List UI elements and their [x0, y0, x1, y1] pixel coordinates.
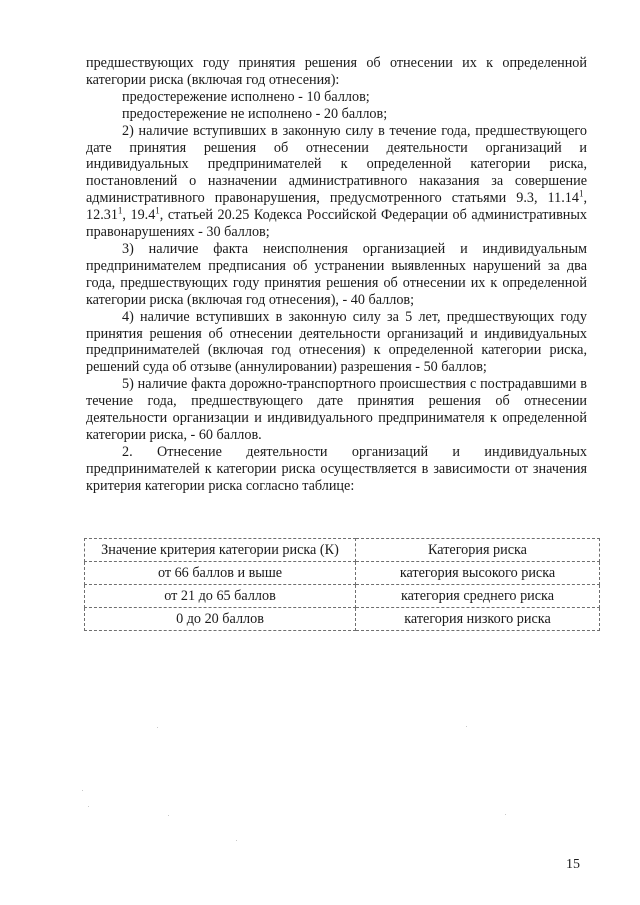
- table-cell: от 21 до 65 баллов: [85, 585, 356, 608]
- page-number: 15: [566, 857, 580, 872]
- superscript: 1: [578, 188, 584, 199]
- paragraph-warning-fulfilled: предостережение исполнено - 10 баллов;: [122, 88, 370, 105]
- paragraph-item-2: [86, 123, 587, 241]
- paragraph-warning-not-fulfilled: предостережение не исполнено - 20 баллов;: [122, 105, 388, 122]
- item-2-tail: , статьей 20.25 Кодекса Российской Федерации об административных правонарушениях - 30 баллов;: [86, 207, 588, 241]
- table-cell: от 66 баллов и выше: [85, 562, 356, 585]
- scan-speck: [82, 790, 83, 791]
- paragraph-section-2: 2. Отнесение деятельности организаций и индивидуальных предпринимателей к категории риска осуществляется в зависимости от значения критерия категории риска согласно таблице:: [86, 443, 587, 494]
- superscript: 1: [117, 205, 123, 216]
- table-row: [85, 585, 600, 608]
- table-row: [85, 562, 600, 585]
- separator: ,: [583, 190, 587, 207]
- paragraph-item-5: 5) наличие факта дорожно-транспортного происшествия с пострадавшими в течение года, предшествующего дате принятия решения об отнесении деятельности организации и индивидуального предпринимателя к определенной категории риска, - 60 баллов.: [86, 376, 587, 443]
- scan-speck: [168, 815, 169, 816]
- table-cell: категория низкого риска: [356, 608, 600, 631]
- table-header-cell: Значение критерия категории риска (К): [85, 539, 356, 562]
- scan-speck: [505, 814, 506, 815]
- paragraph-item-3: 3) наличие факта неисполнения организацией и индивидуальным предпринимателем предписания об устранении выявленных нарушений за два года, предшествующих году принятия решения об отнесении их к определенной категории риска (включая год отнесения), - 40 баллов;: [86, 240, 587, 308]
- table-header-cell: Категория риска: [356, 539, 600, 562]
- paragraph-continuation: предшествующих году принятия решения об отнесении их к определенной категории риска (включая год отнесения):: [86, 55, 587, 88]
- body-text: [86, 55, 587, 495]
- scan-speck: [88, 806, 89, 807]
- table-header-row: [85, 539, 600, 562]
- table-cell: категория высокого риска: [356, 562, 600, 585]
- scan-speck: [466, 726, 467, 727]
- scan-speck: [157, 727, 158, 728]
- table-cell: категория среднего риска: [356, 585, 600, 608]
- separator: ,: [122, 207, 131, 224]
- article-ref: 12.31: [86, 207, 118, 224]
- risk-category-table: [84, 538, 600, 631]
- table-row: [85, 608, 600, 631]
- item-2-text: 2) наличие вступивших в законную силу в течение года, предшествующего дате принятия решения об отнесении деятельности организаций и индивидуальных предпринимателей к определенной категории риска, постановлений о назначении административного наказания за совершение административного правонарушения, предусмотренного статьями 9.3, 11.14: [86, 122, 587, 207]
- article-ref: 19.4: [130, 207, 156, 224]
- superscript: 1: [155, 205, 160, 216]
- scan-speck: [236, 840, 237, 841]
- table-cell: 0 до 20 баллов: [85, 608, 356, 631]
- paragraph-item-4: 4) наличие вступивших в законную силу за 5 лет, предшествующих году принятия решения об отнесении деятельности организаций и индивидуальных предпринимателей (включая год отнесения) к определенной категории риска, решений суда об отзыве (аннулировании) разрешения - 50 баллов;: [86, 308, 587, 376]
